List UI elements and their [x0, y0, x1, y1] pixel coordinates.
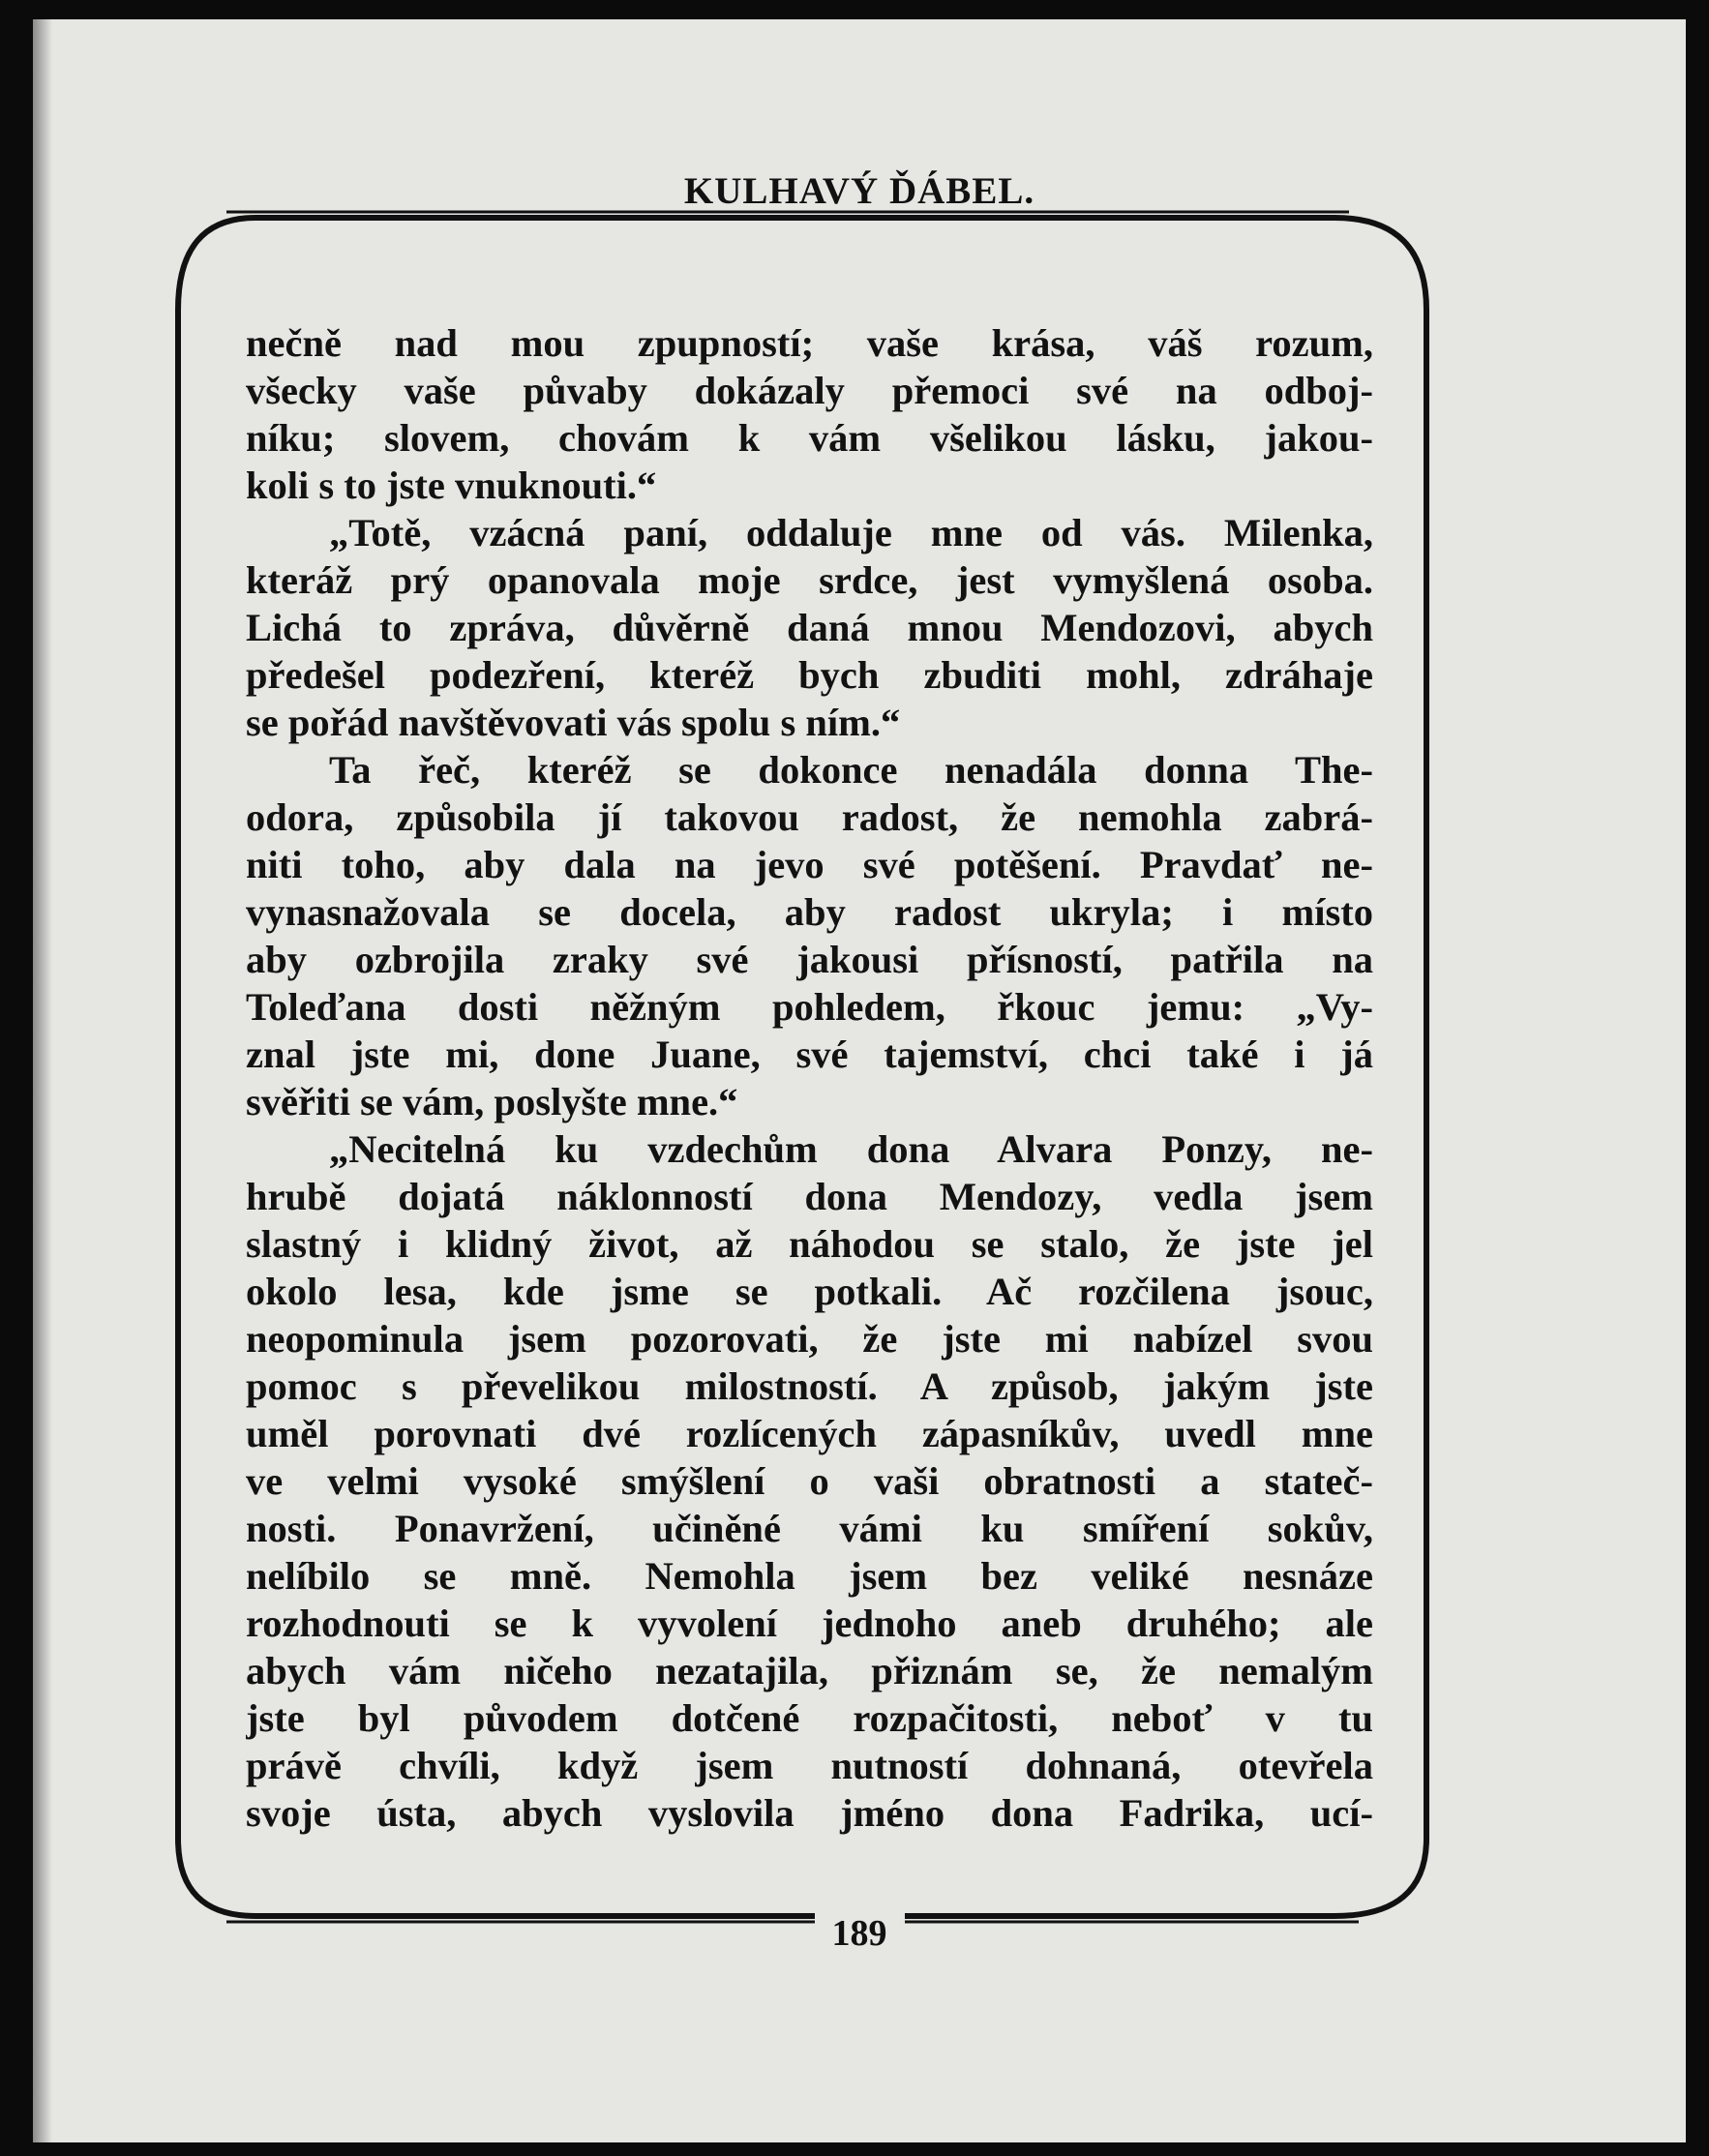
- page-number-value: 189: [815, 1913, 905, 1954]
- text-line: koli s to jste vnuknouti.“: [246, 464, 657, 507]
- text-line: jste byl původem dotčené rozpačitosti, neboť v tu: [246, 1696, 1373, 1740]
- text-line: Toleďana dosti něžným pohledem, řkouc jemu: „Vy-: [246, 985, 1373, 1029]
- text-line: odora, způsobila jí takovou radost, že nemohla zabrá-: [246, 795, 1373, 839]
- text-line: nečně nad mou zpupností; vaše krása, váš rozum,: [246, 321, 1373, 365]
- text-line: okolo lesa, kde jsme se potkali. Ač rozčilena jsouc,: [246, 1270, 1373, 1313]
- text-line: neopominula jsem pozorovati, že jste mi nabízel svou: [246, 1317, 1373, 1361]
- text-line: vynasnažovala se docela, aby radost ukryla; i místo: [246, 890, 1373, 934]
- text-line: ve velmi vysoké smýšlení o vaši obratnosti a stateč-: [246, 1459, 1373, 1503]
- text-line: hrubě dojatá náklonností dona Mendozy, vedla jsem: [246, 1175, 1373, 1218]
- text-line: „Totě, vzácná paní, oddaluje mne od vás. Milenka,: [329, 511, 1373, 554]
- text-line: aby ozbrojila zraky své jakousi přísností, patřila na: [246, 938, 1373, 981]
- text-line: znal jste mi, done Juane, své tajemství, chci také i já: [246, 1033, 1373, 1076]
- text-line: rozhodnouti se k vyvolení jednoho aneb druhého; ale: [246, 1602, 1373, 1645]
- text-line: svoje ústa, abych vyslovila jméno dona Fadrika, ucí-: [246, 1791, 1373, 1835]
- book-page: [33, 19, 1686, 2142]
- page-text: [246, 319, 1373, 1837]
- text-line: niti toho, aby dala na jevo své potěšení. Pravdať ne-: [246, 843, 1373, 886]
- text-line: právě chvíli, když jsem nutností dohnaná, otevřela: [246, 1744, 1373, 1787]
- text-line: pomoc s převelikou milostností. A způsob, jakým jste: [246, 1364, 1373, 1408]
- text-line: kteráž prý opanovala moje srdce, jest vymyšlená osoba.: [246, 558, 1373, 602]
- text-line: uměl porovnati dvé rozlícených zápasníkův, uvedl mne: [246, 1412, 1373, 1455]
- text-line: Lichá to zpráva, důvěrně daná mnou Mendozovi, abych: [246, 606, 1373, 649]
- page-gutter-shadow: [33, 19, 52, 2142]
- text-line: abych vám ničeho nezatajila, přiznám se, že nemalým: [246, 1649, 1373, 1692]
- running-head: KULHAVÝ ĎÁBEL.: [683, 170, 1035, 212]
- text-line: svěřiti se vám, poslyšte mne.“: [246, 1080, 738, 1123]
- text-line: předešel podezření, kteréž bych zbuditi mohl, zdráhaje: [246, 653, 1373, 697]
- text-line: všecky vaše půvaby dokázaly přemoci své na odboj-: [246, 369, 1373, 412]
- text-line: níku; slovem, chovám k vám všelikou lásku, jakou-: [246, 416, 1373, 460]
- text-line: nelíbilo se mně. Nemohla jsem bez veliké nesnáze: [246, 1554, 1373, 1598]
- text-line: „Necitelná ku vzdechům dona Alvara Ponzy, ne-: [329, 1127, 1373, 1171]
- text-line: nosti. Ponavržení, učiněné vámi ku smíření sokův,: [246, 1507, 1373, 1550]
- text-line: Ta řeč, kteréž se dokonce nenadála donna The-: [329, 748, 1373, 792]
- page-number: [33, 1906, 1686, 1961]
- text-line: se pořád navštěvovati vás spolu s ním.“: [246, 701, 901, 744]
- text-line: slastný i klidný život, až náhodou se stalo, že jste jel: [246, 1222, 1373, 1266]
